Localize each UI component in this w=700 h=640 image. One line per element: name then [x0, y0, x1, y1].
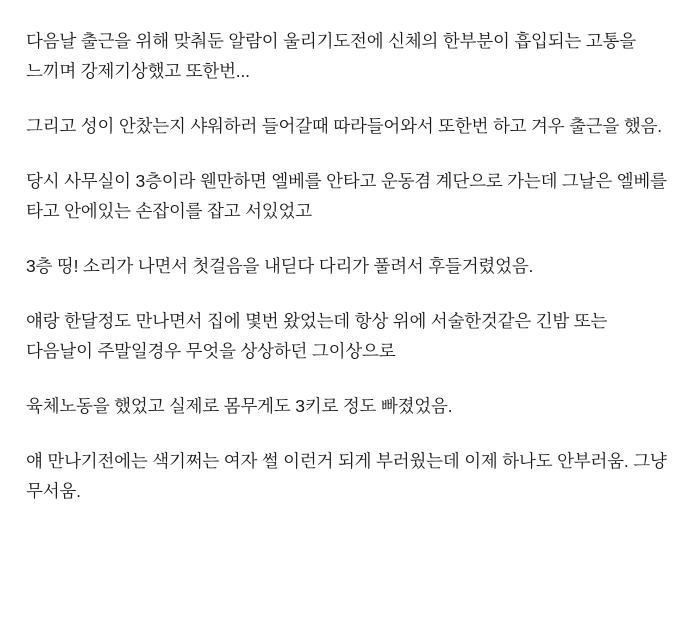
paragraph: 당시 사무실이 3층이라 웬만하면 엘베를 안타고 운동겸 계단으로 가는데 그날은 엘베를 타고 안에있는 손잡이를 잡고 서있었고 — [26, 171, 672, 221]
paragraph: 다음날 출근을 위해 맞춰둔 알람이 울리기도전에 신체의 한부분이 흡입되는 고통을 느끼며 강제기상했고 또한번... — [26, 31, 641, 81]
paragraph: 얘랑 한달정도 만나면서 집에 몇번 왔었는데 항상 위에 서술한것같은 긴밤 또는 다음날이 주말일경우 무엇을 상상하던 그이상으로 — [26, 311, 612, 361]
paragraph: 육체노동을 했었고 실제로 몸무게도 3키로 정도 빠졌었음. — [26, 396, 453, 416]
paragraph: 얘 만나기전에는 색기쩌는 여자 썰 이런거 되게 부러웠는데 이제 하나도 안부러움. 그냥 무서움. — [26, 451, 672, 501]
paragraph: 3층 띵! 소리가 나면서 첫걸음을 내딛다 다리가 풀려서 후들거렸었음. — [26, 256, 534, 276]
paragraph: 그리고 성이 안찼는지 샤워하러 들어갈때 따라들어와서 또한번 하고 겨우 출근을 했음. — [26, 116, 662, 136]
